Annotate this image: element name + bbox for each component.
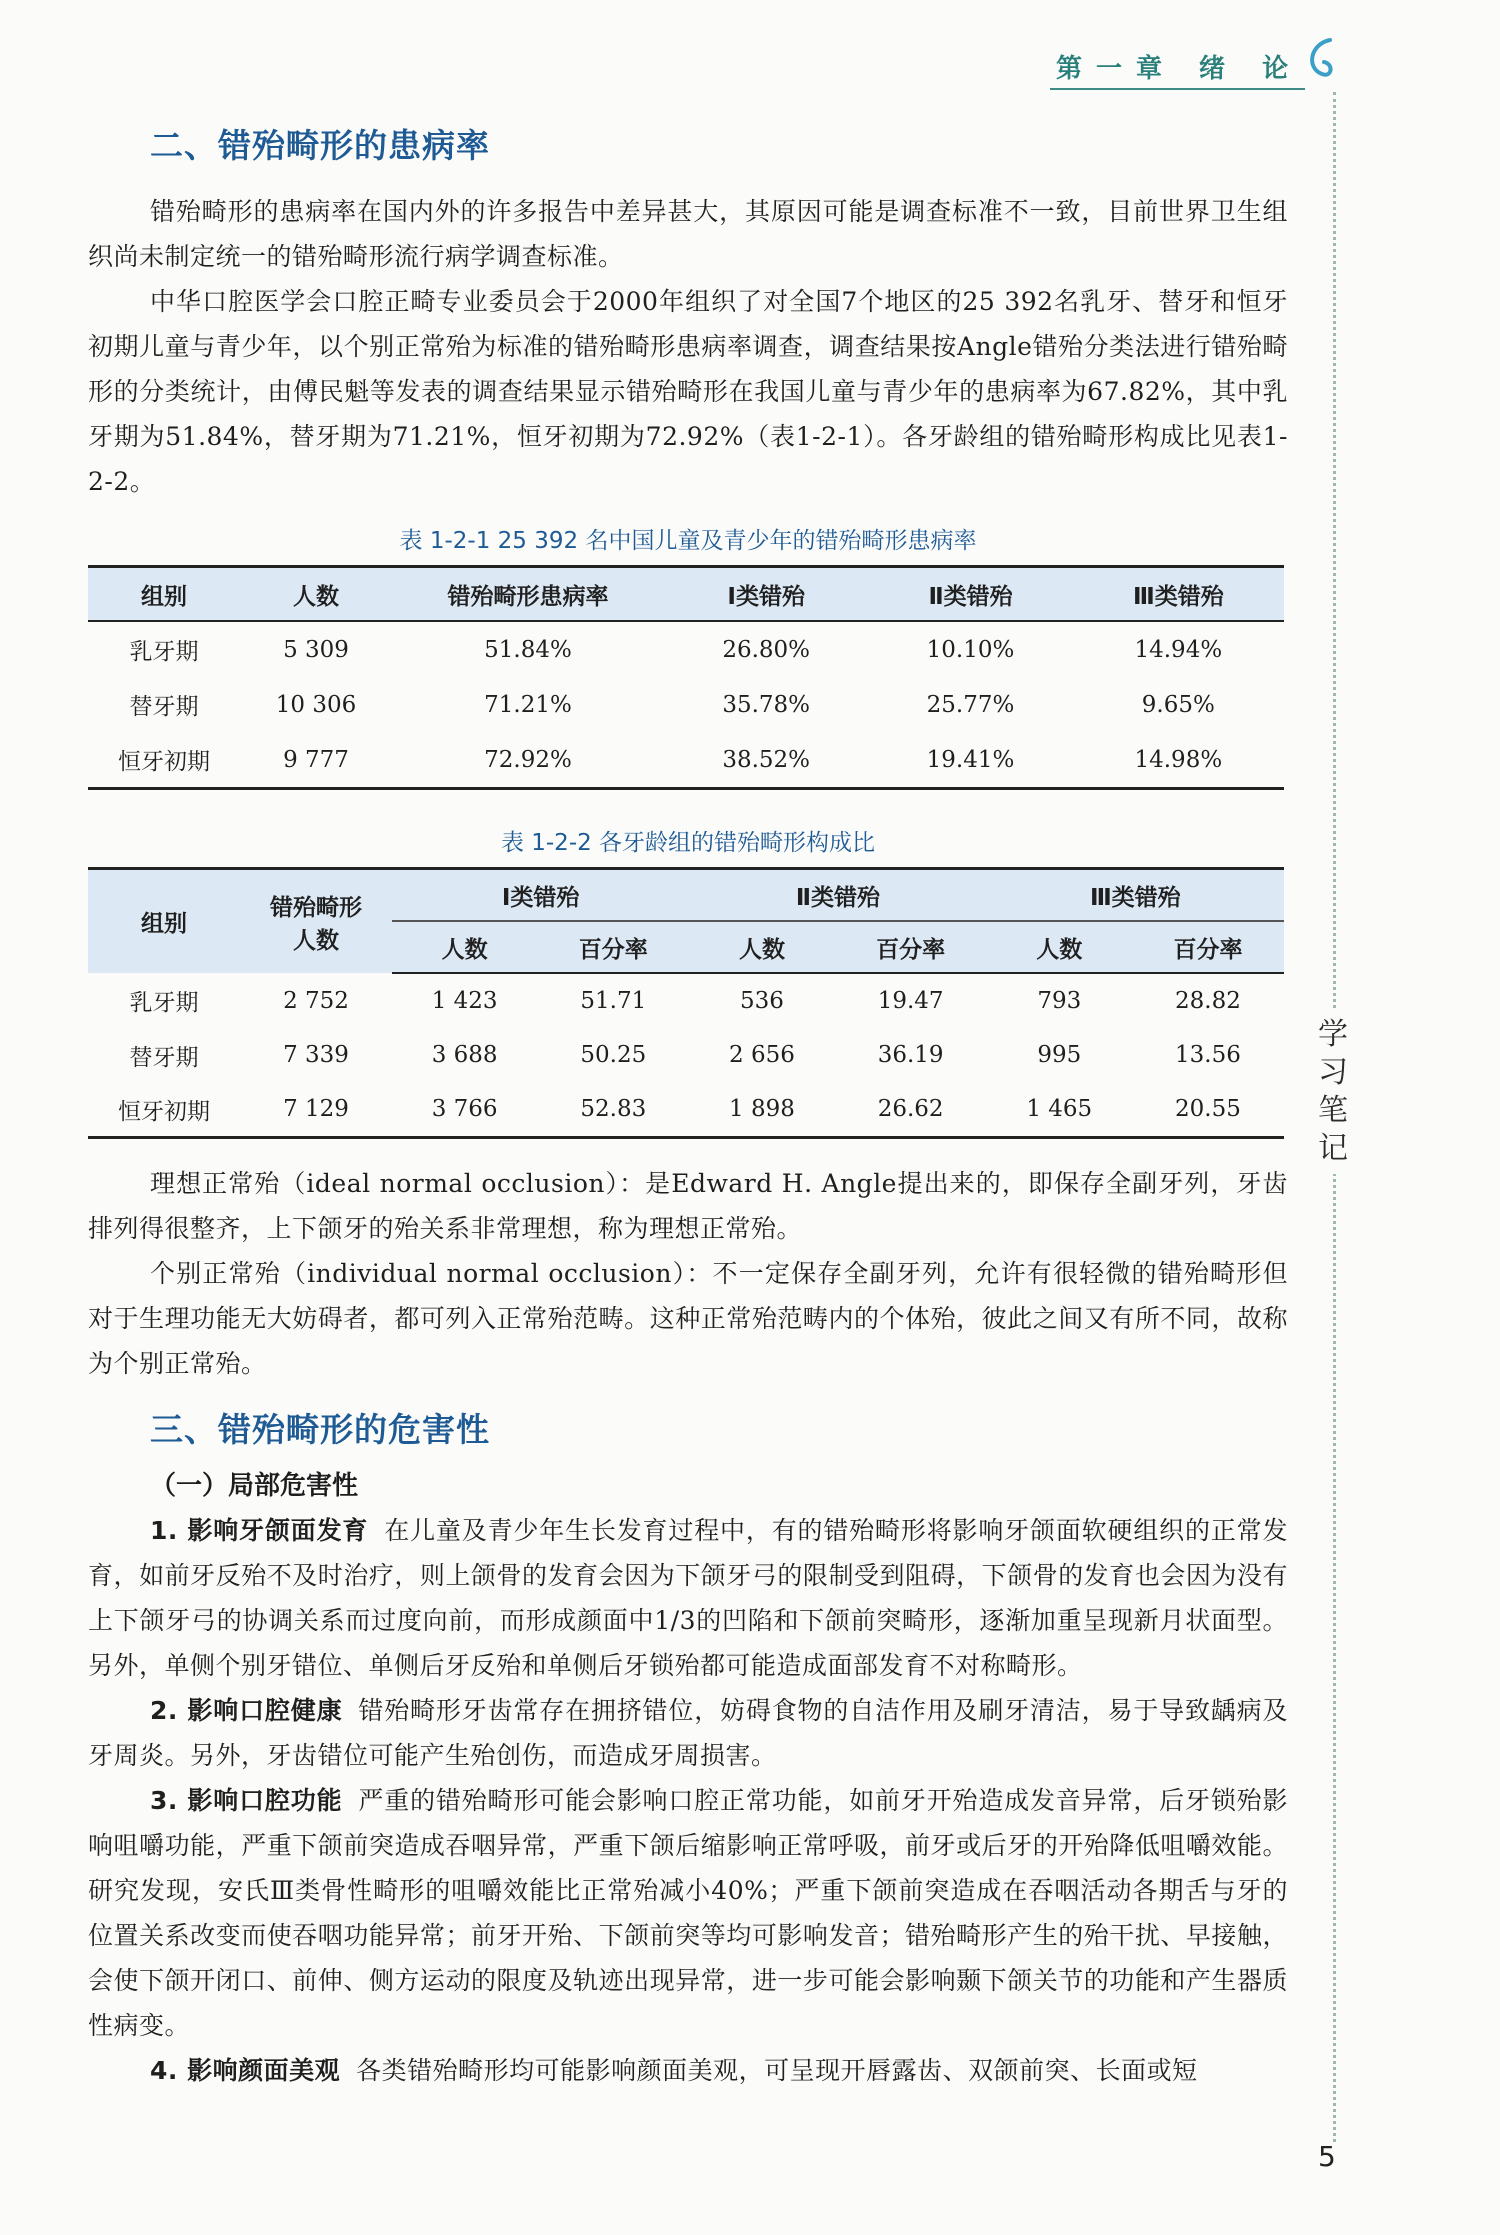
composition-table [88, 867, 1284, 1139]
table-header: 人数 [240, 567, 392, 622]
definition-paragraph: 理想正常殆（ideal normal occlusion）：是Edward H. Angle提出来的，即保存全副牙列，牙齿排列得很整齐，上下颌牙的殆关系非常理想，称为理想正常殆。 [88, 1169, 1288, 1243]
table-cell: 25.77% [926, 691, 1015, 718]
harm-item [88, 2048, 1288, 2093]
table-cell: 50.25 [580, 1042, 647, 1068]
harm-item-text: 严重的错殆畸形可能会影响口腔正常功能，如前牙开殆造成发音异常，后牙锁殆影响咀嚼功能，严重下颌前突造成吞咽异常，严重下颌后缩影响正常呼吸，前牙或后牙的开殆降低咀嚼效能。研究发现，安氏Ⅲ类骨性畸形的咀嚼效能比正常殆减小40%；严重下颌前突造成在吞咽活动各期舌与牙的位置关系改变而使吞咽功能异常；前牙开殆、下颌前突等均可影响发音；错殆畸形产生的殆干扰、早接触，会使下颌开闭口、前伸、侧方运动的限度及轨迹出现异常，进一步可能会影响颞下颌关节的功能和产生器质性病变。 [88, 1786, 1288, 2040]
prevalence-table [88, 565, 1284, 790]
table-cell: 26.80% [722, 636, 811, 663]
table-row [88, 1082, 1284, 1138]
table-subheader: 百分率 [835, 921, 987, 973]
table-cell: 35.78% [722, 691, 811, 718]
table-cell: 26.62 [877, 1096, 944, 1122]
table-cell: 恒牙初期 [118, 1098, 210, 1125]
table-cell: 恒牙初期 [118, 749, 210, 775]
table-caption: 表 1-2-1 25 392 名中国儿童及青少年的错殆畸形患病率 [399, 528, 977, 554]
table-cell: 乳牙期 [129, 639, 199, 665]
running-header [1050, 30, 1330, 90]
table-cell: 793 [1037, 988, 1082, 1014]
table-cell: 19.41% [926, 746, 1015, 773]
table-subheader: 百分率 [1132, 921, 1284, 973]
harm-item-title: 3. 影响口腔功能 [150, 1786, 343, 1815]
table-cell: 52.83 [580, 1096, 647, 1122]
table-cell: 536 [740, 988, 784, 1014]
table-cell: 替牙期 [129, 1044, 199, 1071]
table-cell: 1 898 [729, 1096, 795, 1122]
harm-item-text: 各类错殆畸形均可能影响颜面美观，可呈现开唇露齿、双颌前突、长面或短 [356, 2056, 1198, 2085]
table-cell: 13.56 [1175, 1042, 1241, 1068]
table-cell: 5 309 [283, 636, 349, 663]
harm-item-title: 2. 影响口腔健康 [150, 1696, 343, 1725]
table-cell: 71.21% [484, 691, 572, 718]
harm-item [88, 1508, 1288, 1688]
table-cell: 10 306 [275, 691, 357, 718]
table-header: 组别 [88, 869, 240, 974]
page-body [88, 120, 1288, 2093]
table-header: Ⅲ类错殆 [987, 869, 1284, 922]
table-cell: 20.55 [1175, 1096, 1241, 1122]
study-notes-text: 学习笔记 [1318, 1017, 1348, 1166]
table-header: Ⅲ类错殆 [1073, 567, 1284, 622]
table-cell: 7 339 [283, 1042, 349, 1068]
table-row [88, 1028, 1284, 1082]
page-number: 5 [1318, 2140, 1336, 2173]
table-cell: 14.94% [1134, 636, 1223, 663]
table-cell: 72.92% [484, 746, 572, 773]
table-caption: 表 1-2-2 各牙龄组的错殆畸形构成比 [500, 830, 876, 856]
study-notes-label [1305, 1010, 1361, 1174]
table-cell: 乳牙期 [129, 990, 199, 1016]
table-cell: 9 777 [283, 746, 349, 773]
harm-item [88, 1778, 1288, 2048]
table-header: 错殆畸形患病率 [392, 567, 664, 622]
table-subheader: 人数 [392, 921, 537, 973]
table-header: Ⅱ类错殆 [868, 567, 1072, 622]
table-cell: 1 423 [431, 988, 498, 1014]
table-cell: 14.98% [1134, 746, 1223, 773]
table-row [88, 973, 1284, 1028]
section-heading-prevalence: 二、错殆畸形的患病率 [150, 126, 490, 165]
paragraph: 中华口腔医学会口腔正畸专业委员会于2000年组织了对全国7个地区的25 392名乳牙、替牙和恒牙初期儿童与青少年，以个别正常殆为标准的错殆畸形患病率调查，调查结果按Angle错殆分类法进行错殆畸形的分类统计，由傅民魁等发表的调查结果显示错殆畸形在我国儿童与青少年的患病率为67.82%，其中乳牙期为51.84%，替牙期为71.21%，恒牙初期为72.92%（表1-2-1）。各牙龄组的错殆畸形构成比见表1-2-2。 [88, 287, 1288, 496]
table-header: Ⅰ类错殆 [664, 567, 868, 622]
table-cell: 51.84% [484, 636, 572, 663]
table-cell: 36.19 [877, 1042, 944, 1068]
table-cell: 38.52% [722, 746, 811, 773]
table-cell: 2 752 [283, 987, 349, 1014]
table-cell: 51.71 [580, 988, 647, 1014]
table-header: 组别 [88, 567, 240, 622]
section-heading-harm: 三、错殆畸形的危害性 [150, 1410, 490, 1449]
table-cell: 9.65% [1141, 691, 1215, 718]
table-row [88, 677, 1284, 732]
table-cell: 10.10% [926, 636, 1015, 663]
paragraph: 错殆畸形的患病率在国内外的许多报告中差异甚大，其原因可能是调查标准不一致，目前世界卫生组织尚未制定统一的错殆畸形流行病学调查标准。 [88, 197, 1288, 271]
table-cell: 19.47 [877, 988, 944, 1014]
table-cell: 7 129 [283, 1096, 349, 1122]
table-header: Ⅱ类错殆 [689, 869, 986, 922]
table-cell: 28.82 [1175, 988, 1241, 1014]
harm-item-title: 4. 影响颜面美观 [150, 2056, 341, 2085]
table-cell: 1 465 [1026, 1096, 1093, 1122]
table-cell: 替牙期 [129, 694, 199, 720]
harm-item-text: 在儿童及青少年生长发育过程中，有的错殆畸形将影响牙颌面软硬组织的正常发育，如前牙反殆不及时治疗，则上颌骨的发育会因为下颌牙弓的限制受到阻碍，下颌骨的发育也会因为没有上下颌牙弓的协调关系而过度向前，而形成颜面中1/3的凹陷和下颌前突畸形，逐渐加重呈现新月状面型。另外，单侧个别牙错位、单侧后牙反殆和单侧后牙锁殆都可能造成面部发育不对称畸形。 [88, 1516, 1288, 1680]
header-line: 错殆畸形 [270, 894, 362, 921]
table-cell: 2 656 [729, 1042, 795, 1068]
table-cell: 3 766 [431, 1096, 498, 1122]
definition-paragraph: 个别正常殆（individual normal occlusion）：不一定保存全副牙列，允许有很轻微的错殆畸形但对于生理功能无大妨碍者，都可列入正常殆范畴。这种正常殆范畴内的个体殆，彼此之间又有所不同，故称为个别正常殆。 [88, 1259, 1288, 1378]
chapter-title: 第一章 绪 论 [1056, 54, 1303, 84]
subsection-heading: （一）局部危害性 [150, 1471, 359, 1501]
table-row [88, 621, 1284, 677]
header-line: 人数 [293, 927, 339, 954]
harm-item-text: 错殆畸形牙齿常存在拥挤错位，妨碍食物的自洁作用及刷牙清洁，易于导致龋病及牙周炎。另外，牙齿错位可能产生殆创伤，而造成牙周损害。 [88, 1696, 1288, 1770]
table-row [88, 732, 1284, 789]
header-rule [1050, 88, 1305, 90]
table-subheader: 百分率 [537, 921, 689, 973]
table-cell: 995 [1037, 1042, 1082, 1068]
harm-item-title: 1. 影响牙颌面发育 [150, 1516, 369, 1545]
table-subheader: 人数 [987, 921, 1132, 973]
table-subheader: 人数 [689, 921, 834, 973]
harm-item [88, 1688, 1288, 1778]
table-cell: 3 688 [431, 1042, 498, 1068]
table-header: Ⅰ类错殆 [392, 869, 689, 922]
table-header [240, 869, 392, 974]
swirl-ornament-icon [1300, 34, 1338, 88]
